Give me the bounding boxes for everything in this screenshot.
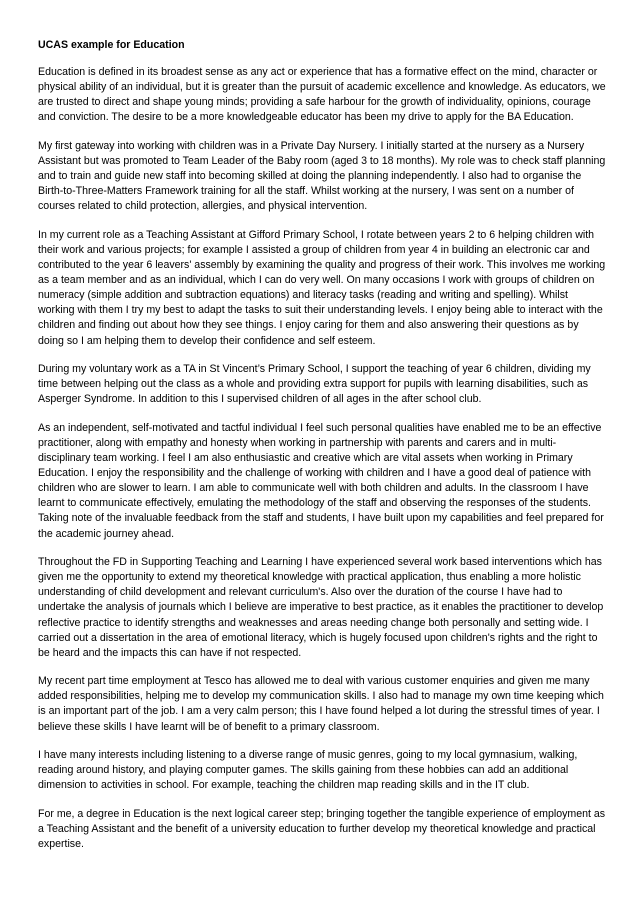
document-title: UCAS example for Education bbox=[38, 39, 185, 51]
paragraph-voluntary-work: During my voluntary work as a TA in St Vincent’s Primary School, I support the teaching of year 6 children, dividing my time between helping out the class as a whole and providing extra support for pupils with learning disabilities, such as Asperger Syndrome. In addition to this I supervised children of all ages in the after school club. bbox=[38, 363, 591, 406]
paragraph-introduction: Education is defined in its broadest sense as any act or experience that has a formative effect on the mind, character or physical ability of an individual, but it is greater than the pursuit of academic excellence and knowledge. As educators, we are trusted to direct and shape young minds; providing a safe harbour for the growth of individuality, opinions, courage and conviction. The desire to be a more knowledgeable educator has been my drive to apply for the BA Education. bbox=[38, 66, 606, 124]
paragraph-employment: My recent part time employment at Tesco has allowed me to deal with various customer enquiries and given me many added responsibilities, helping me to develop my communication skills. I also had to manage my own time keeping which is an important part of the job. I am a very calm person; this I have found helped a lot during the stressful times of year. I believe these skills I have learnt will be of benefit to a primary classroom. bbox=[38, 675, 604, 733]
paragraph-foundation-degree: Throughout the FD in Supporting Teaching and Learning I have experienced several work based interventions which has given me the opportunity to extend my theoretical knowledge with practical application, thus enabling a more holistic understanding of child development and relevant curriculum's. Also over the duration of the course I have had to undertake the analysis of journals which I believe are imperative to best practice, as it enables the practitioner to develop reflective practice to identify strengths and weaknesses and areas needing change both personally and setting wide. I carried out a dissertation in the area of emotional literacy, which is hugely focused upon children's rights and the right to be heard and the impacts this can have if not respected. bbox=[38, 556, 604, 659]
paragraph-personal-qualities: As an independent, self-motivated and tactful individual I feel such personal qualities have enabled me to be an effective practitioner, along with empathy and honesty when working in partnership with parents and carers and in multi-disciplinary team working. I feel I am also enthusiastic and creative which are vital assets when working in Primary Education. I enjoy the responsibility and the challenge of working with children and I have a good deal of patience with children who are slower to learn. I am able to communicate well with both children and adults. In the classroom I have learnt to communicate effectively, emulating the methodology of the staff and observing the responses of the students. Taking note of the invaluable feedback from the staff and students, I have built upon my capabilities and feel prepared for the academic journey ahead. bbox=[38, 421, 604, 540]
paragraph-interests: I have many interests including listening to a diverse range of music genres, going to my local gymnasium, walking, reading around history, and playing computer games. The skills gaining from these hobbies can add an additional dimension to activities in school. For example, teaching the children map reading skills and in the IT club. bbox=[38, 749, 578, 792]
paragraph-teaching-assistant: In my current role as a Teaching Assistant at Gifford Primary School, I rotate between years 2 to 6 helping children with their work and various projects; for example I assisted a group of children from year 4 in building an electronic car and contributed to the year 6 leavers' assembly by examining the quality and progress of their work. This involves me working as a team member and as an individual, which I can do very well. On many occasions I work with groups of children on numeracy (simple addition and subtraction equations) and literacy tasks (reading and writing and spelling). Whilst working with them I try my best to adapt the tasks to suit their understanding levels. I enjoy being able to interact with the children and finding out about how they see things. I enjoy caring for them and also answering their questions as by doing so I am helping them to develop their confidence and self esteem. bbox=[38, 228, 606, 347]
paragraph-nursery-experience: My first gateway into working with children was in a Private Day Nursery. I initially started at the nursery as a Nursery Assistant but was promoted to Team Leader of the Baby room (aged 3 to 18 months). My role was to check staff planning and to train and guide new staff into becoming skilled at doing the planning independently. I also had to organise the Birth-to-Three-Matters Framework training for all the staff. Whilst working at the nursery, I was sent on a number of courses related to child protection, allergies, and physical intervention. bbox=[38, 139, 606, 213]
paragraph-conclusion: For me, a degree in Education is the next logical career step; bringing together the tangible experience of employment as a Teaching Assistant and the benefit of a university education to further develop my theoretical knowledge and practical expertise. bbox=[38, 807, 606, 851]
